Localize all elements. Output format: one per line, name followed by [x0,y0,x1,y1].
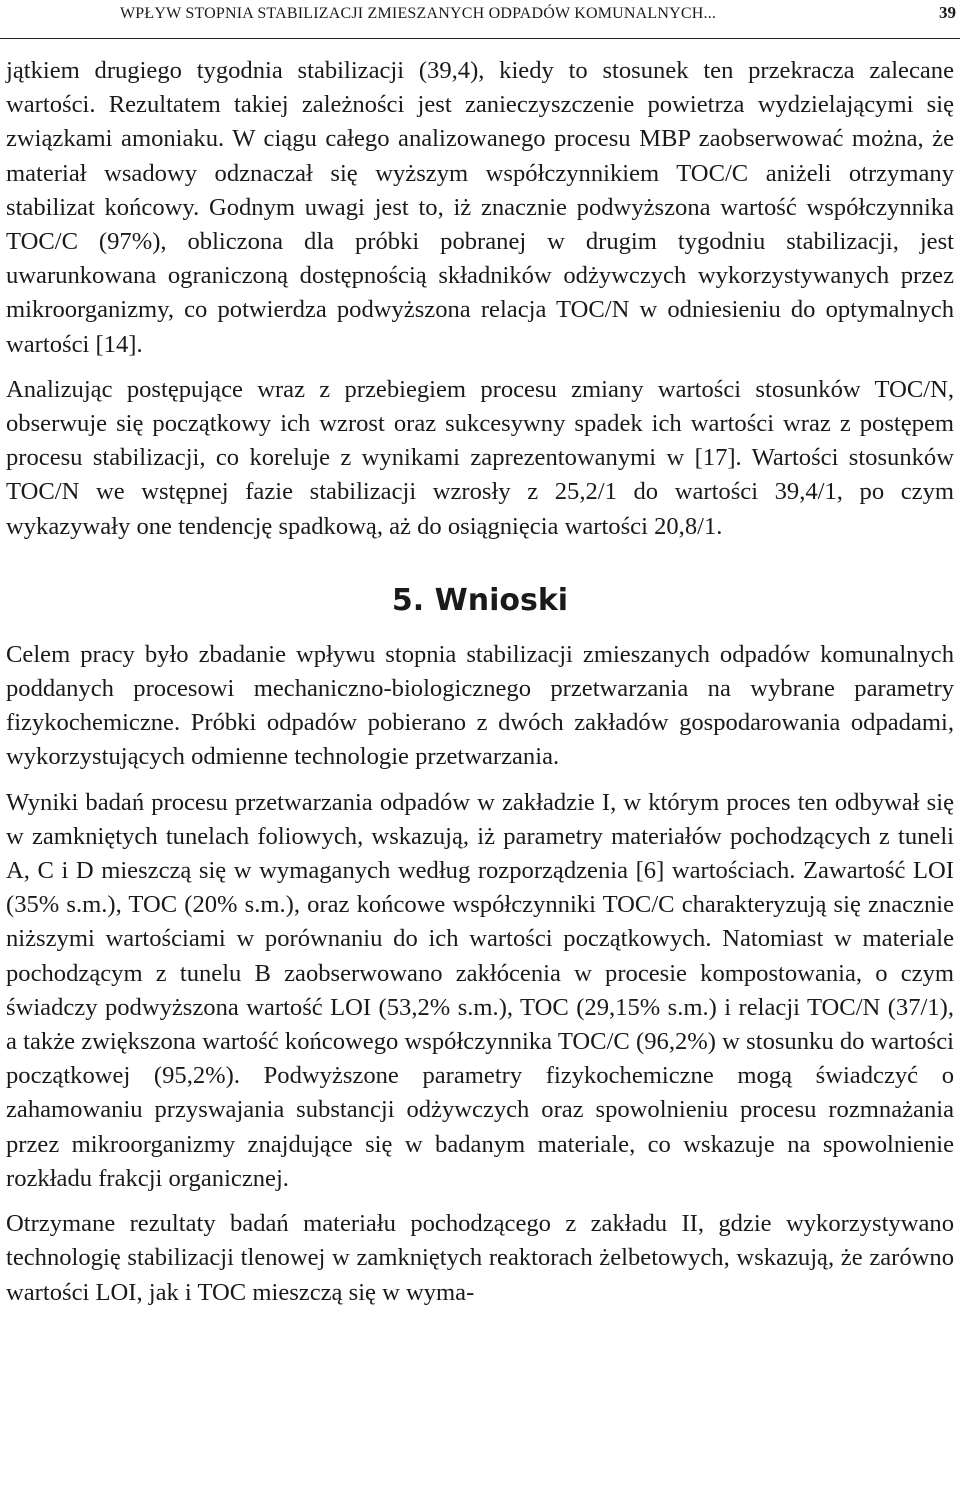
paragraph: Celem pracy było zbadanie wpływu stopnia stabilizacji zmieszanych odpadów komunalnych poddanych procesowi mechaniczno-biologicznego przetwarzania na wybrane parametry fizykochemiczne. Próbki odpadów pobierano z dwóch zakładów gospodarowania odpadami, wykorzystujących odmienne technologie przetwarzania. [6,640,954,771]
page-number: 39 [939,3,956,22]
section-heading: 5. Wnioski [391,582,569,618]
running-title: WPŁYW STOPNIA STABILIZACJI ZMIESZANYCH ODPADÓW KOMUNALNYCH... [120,5,717,22]
paragraph: Wyniki badań procesu przetwarzania odpadów w zakładzie I, w którym proces ten odbywał się w zamkniętych tunelach foliowych, wskazują, iż parametry materiałów pochodzących z tuneli A, C i D mieszczą się w wymaganych według rozporządzenia [6] wartościach. Zawartość LOI (35% s.m.), TOC (20% s.m.), oraz końcowe współczynniki TOC/C charakteryzują się znacznie niższymi wartościami w porównaniu do ich wartości początkowych. Natomiast w materiale pochodzącym z tunelu B zaobserwowano zakłócenia w procesie kompostowania, o czym świadczy podwyższona wartość LOI (53,2% s.m.), TOC (29,15% s.m.) i relacji TOC/N (37/1), a także zwiększona wartość końcowego współczynnika TOC/C (96,2%) w stosunku do wartości początkowej (95,2%). Podwyższone parametry fizykochemiczne mogą świadczyć o zahamowaniu przyswajania substancji odżywczych oraz spowolnieniu procesu rozmnażania przez mikroorganizmy znajdujące się w badanym materiale, co wskazuje na spowolnienie rozkładu frakcji organicznej. [6,788,954,1192]
paragraph: jątkiem drugiego tygodnia stabilizacji (39,4), kiedy to stosunek ten przekracza zalecane wartości. Rezultatem takiej zależności jest zanieczyszczenie powietrza wydzielającymi się związkami amoniaku. W ciągu całego analizowanego procesu MBP zaobserwować można, że materiał wsadowy odznaczał się wyższym współczynnikiem TOC/C aniżeli otrzymany stabilizat końcowy. Godnym uwagi jest to, iż znacznie podwyższona wartość współczynnika TOC/C (97%), obliczona dla próbki pobranej w drugim tygodniu stabilizacji, jest uwarunkowana ograniczoną dostępnością składników odżywczych wykorzystywanych przez mikroorganizmy, co potwierdza podwyższona relacja TOC/N w odniesieniu do optymalnych wartości [14]. [6,57,954,358]
paragraph: Analizując postępujące wraz z przebiegiem procesu zmiany wartości stosunków TOC/N, obserwuje się początkowy ich wzrost oraz sukcesywny spadek ich wartości wraz z postępem procesu stabilizacji, co koreluje z wynikami zaprezentowanymi w [17]. Wartości stosunków TOC/N we wstępnej fazie stabilizacji wzrosły z 25,2/1 do wartości 39,4/1, po czym wykazywały one tendencję spadkową, aż do osiągnięcia wartości 20,8/1. [6,375,954,540]
article-body [6,54,954,1310]
running-header [0,0,960,39]
paragraph: Otrzymane rezultaty badań materiału pochodzącego z zakładu II, gdzie wykorzystywano technologię stabilizacji tlenowej w zamkniętych reaktorach żelbetowych, wskazują, że zarówno wartości LOI, jak i TOC mieszczą się w wyma- [6,1210,954,1306]
